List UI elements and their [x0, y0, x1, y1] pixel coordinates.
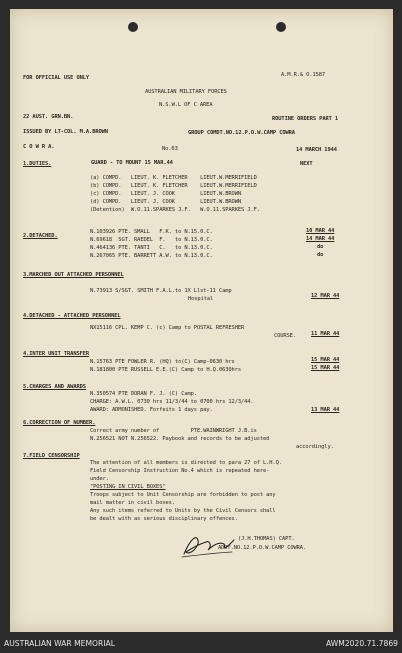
detached-row: N.464136 PTE. TANTI C. to N.13.0.C. [90, 245, 213, 251]
detached-date: 14 MAR 44 [306, 236, 335, 242]
detached-row: N.267065 PTE. BARRETT A.W. to N.13.0.C. [90, 253, 213, 259]
detached-date: do [317, 252, 324, 258]
section-correction-title: 6.CORRECTION OF NUMBER. [23, 420, 96, 426]
detached-date: do [317, 244, 324, 250]
order-date: 14 MARCH 1944 [296, 147, 337, 153]
archive-footer [0, 634, 402, 653]
censorship-line: "POSTING IN CIVIL BOXES" [90, 484, 166, 490]
correction-line: N.256521 NOT N.256522. Paybook and records to be adjusted [90, 436, 270, 442]
battalion-label: 22 AUST. GRN.BN. [23, 114, 74, 120]
detached-date: 10 MAR 44 [306, 228, 335, 234]
duty-row: (Detention) W.O.11.SPARKES J.F. W.O.11.SPARKES J.F. [90, 207, 260, 213]
section-detached-title: 2.DETACHED. [23, 233, 58, 239]
section-transfer-title: 4.INTER UNIT TRANSFER [23, 351, 90, 357]
censorship-line: mail matter in civil boxes. [90, 500, 175, 506]
marched-out-line: Hospital [188, 296, 214, 302]
duty-row: (b) COMPD. LIEUT. K. FLETCHER LIEUT.W.MERRIFIELD [90, 183, 257, 189]
marched-out-line: N.73913 S/SGT. SMITH F.A.L.to 1X Llst-11 Camp [90, 288, 232, 294]
guard-heading: GUARD - TO MOUNT 15 MAR.44 [91, 160, 173, 166]
charges-date: 13 MAR 44 [311, 407, 340, 413]
correction-line: accordingly. [296, 444, 334, 450]
charges-line: CHARGE: A.W.L. 0730 hrs 11/3/44 to 0700 hrs 12/3/44. [90, 399, 254, 405]
transfer-date: 15 MAR 44 [311, 357, 340, 363]
place-label: C O W R A. [23, 144, 55, 150]
routine-orders-label: ROUTINE ORDERS PART 1 [272, 116, 339, 122]
area-title: N.S.W.L OF C AREA [159, 102, 213, 108]
transfer-date: 15 MAR 44 [311, 365, 340, 371]
duty-row: (d) COMPD. LIEUT. J. COOK LIEUT.W.BROWN [90, 199, 241, 205]
censorship-line: Any such items referred to Units by the Civil Censors shall [90, 508, 276, 514]
section-marched-out-title: 3.MARCHED OUT ATTACHED PERSONNEL [23, 272, 124, 278]
detached-attached-line: COURSE. [274, 333, 297, 339]
censorship-line: Field Censorship Instruction No.4 which is repeated here- [90, 468, 270, 474]
section-duties-title: 1.DUTIES. [23, 161, 52, 167]
institution-label: AUSTRALIAN WAR MEMORIAL [4, 639, 115, 648]
detached-attached-line: NX15116 CPL. KEMP C. (c) Camp to POSTAL REFRESHER [90, 325, 245, 331]
section-censorship-title: 7.FIELD CENSORSHIP [23, 453, 80, 459]
signatory-role: ADJT.NO.12.P.O.W.CAMP COWRA. [218, 545, 307, 551]
punch-hole [128, 22, 138, 32]
duty-row: (a) COMPD. LIEUT. K. FLETCHER LIEUT.W.MERRIFIELD [90, 175, 257, 181]
marched-out-date: 12 MAR 44 [311, 293, 340, 299]
section-detached-attached-title: 4.DETACHED - ATTACHED PERSONNEL [23, 313, 121, 319]
section-charges-title: 5.CHARGES AND AWARDS [23, 384, 86, 390]
transfer-line: N.15763 PTE FOWLER R. (HQ) to(C) Camp-0630 hrs [90, 359, 235, 365]
forces-title: AUSTRALIAN MILITARY FORCES [145, 89, 227, 95]
accession-number: AWM2020.71.7869 [326, 639, 398, 648]
censorship-line: Troops subject to Unit Censorship are forbidden to post any [90, 492, 276, 498]
group-commandant: GROUP COMDT.NO.12.P.O.W.CAMP COWRA [188, 130, 295, 136]
detached-row: N.103926 PTE. SMALL F.K. to N.15.0.C. [90, 229, 213, 235]
order-number: No.63 [162, 146, 178, 152]
duty-row: (c) COMPD. LIEUT. J. COOK LIEUT.W.BROWN [90, 191, 241, 197]
censorship-line: under. [90, 476, 109, 482]
issued-by: ISSUED BY LT-COL. M.A.BROWN [23, 129, 108, 135]
charges-line: N.350574 PTE DORAN F. J. (C) Camp. [90, 391, 197, 397]
next-heading: NEXT [300, 161, 313, 167]
detached-attached-date: 11 MAR 44 [311, 331, 340, 337]
censorship-line: be dealt with as serious disciplinary offences. [90, 516, 238, 522]
correction-line: Correct army number of PTE.WAINWRIGHT J.B.is [90, 428, 257, 434]
punch-hole [276, 22, 286, 32]
transfer-line: N.181800 PTE RUSSELL E.E.(C) Camp to H.Q.0630hrs [90, 367, 241, 373]
document-page [10, 9, 393, 632]
official-use-label: FOR OFFICIAL USE ONLY [23, 75, 90, 81]
censorship-line: The attention of all members is directed to para 27 of L.H.Q. [90, 460, 282, 466]
form-reference: A.M.R.& O.1587 [281, 72, 326, 78]
signatory-name: (J.H.THOMAS) CAPT. [238, 536, 295, 542]
charges-line: AWARD: ADMONISHED. Forfeits 1 days pay. [90, 407, 213, 413]
detached-row: N.69618 SGT. RAEDEL F. to N.13.0.C. [90, 237, 213, 243]
